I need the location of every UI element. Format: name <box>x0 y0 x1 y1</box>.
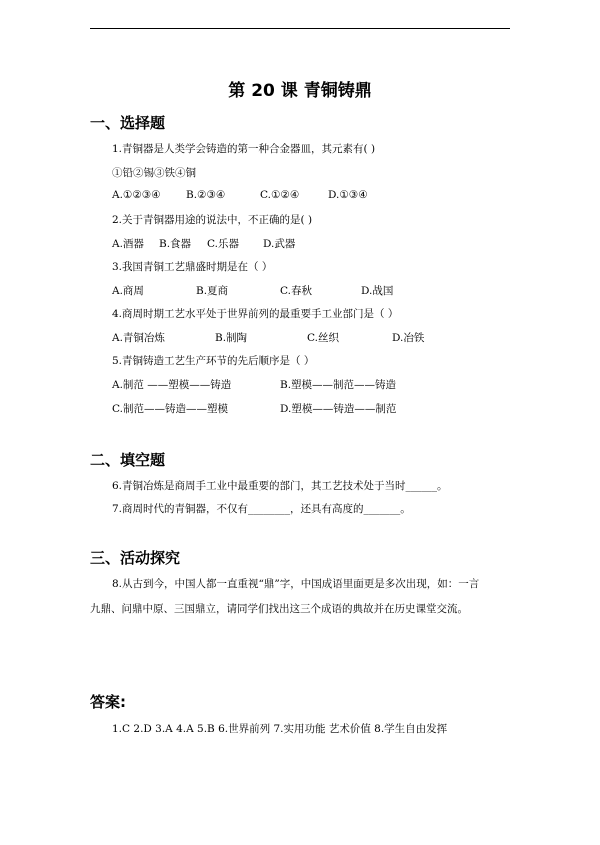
question-1-option-a: A.①②③④ <box>112 189 161 201</box>
page-title: 第 20 课 青铜铸鼎 <box>228 81 372 101</box>
question-5-option-a: A.制范 ——塑模——铸造 <box>112 379 232 391</box>
question-3-stem: 3.我国青铜工艺鼎盛时期是在（ ） <box>112 261 273 273</box>
question-6: 6.青铜冶炼是商周手工业中最重要的部门，其工艺技术处于当时______。 <box>112 480 448 492</box>
question-3-option-a: A.商周 <box>112 285 144 297</box>
question-5-option-d: D.塑模——铸造——制范 <box>280 403 397 415</box>
section-heading-activity: 三、活动探究 <box>90 549 181 567</box>
question-4-option-d: D.冶铁 <box>392 332 425 344</box>
question-8-line-2: 九鼎、问鼎中原、三国鼎立，请同学们找出这三个成语的典故并在历史课堂交流。 <box>90 603 468 615</box>
section-heading-choice: 一、选择题 <box>90 114 166 132</box>
question-2-option-a: A.酒器 <box>112 238 144 250</box>
question-2-option-d: D.武器 <box>263 238 296 250</box>
section-heading-fill: 二、填空题 <box>90 451 166 469</box>
question-1-option-d: D.①③④ <box>328 189 368 201</box>
question-2-option-c: C.乐器 <box>207 238 239 250</box>
question-2-stem: 2.关于青铜器用途的说法中，不正确的是( ) <box>112 214 313 226</box>
question-3-option-d: D.战国 <box>361 285 394 297</box>
question-5-stem: 5.青铜铸造工艺生产环节的先后顺序是（ ） <box>112 355 315 367</box>
question-3-option-c: C.春秋 <box>280 285 312 297</box>
question-1-option-b: B.②③④ <box>186 189 226 201</box>
answers-text: 1.C 2.D 3.A 4.A 5.B 6.世界前列 7.实用功能 艺术价值 8.学生自由发挥 <box>112 723 448 735</box>
top-rule <box>90 28 510 29</box>
question-4-option-c: C.丝织 <box>307 332 339 344</box>
question-8-line-1: 8.从古到今，中国人都一直重视“鼎”字，中国成语里面更是多次出现，如：一言 <box>112 578 480 590</box>
question-1-option-c: C.①②④ <box>260 189 300 201</box>
question-2-option-b: B.食器 <box>159 238 192 250</box>
question-5-option-c: C.制范——铸造——塑模 <box>112 403 228 415</box>
question-1-stem: 1.青铜器是人类学会铸造的第一种合金器皿，其元素有( ) <box>112 143 376 155</box>
question-4-option-a: A.青铜冶炼 <box>112 332 165 344</box>
question-7: 7.商周时代的青铜器，不仅有________，还具有高度的_______。 <box>112 503 411 515</box>
question-5-option-b: B.塑模——制范——铸造 <box>280 379 397 391</box>
question-1-elements: ①铅②锡③铁④铜 <box>112 167 196 179</box>
question-3-option-b: B.夏商 <box>196 285 229 297</box>
question-4-option-b: B.制陶 <box>215 332 248 344</box>
question-4-stem: 4.商周时期工艺水平处于世界前列的最重要手工业部门是（ ） <box>112 308 399 320</box>
answers-heading: 答案: <box>90 693 126 711</box>
